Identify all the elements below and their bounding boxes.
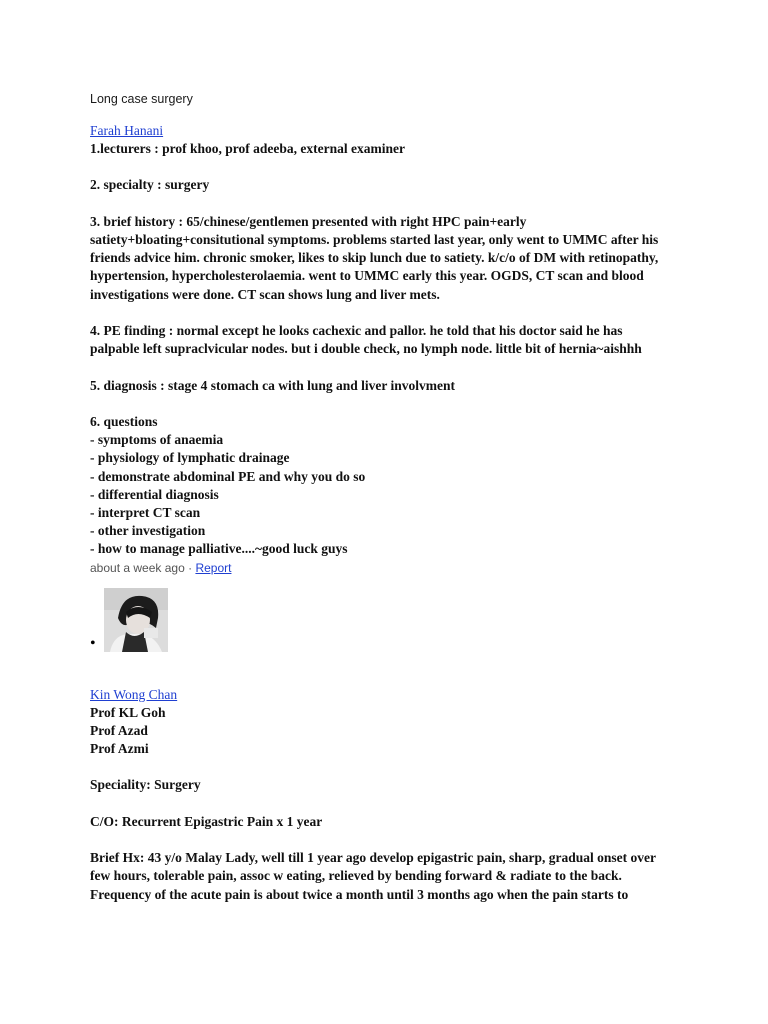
text-line: palpable left supraclvicular nodes. but i double check, no lymph node. little bit of hernia~aishhh (90, 341, 642, 357)
post-body (90, 704, 690, 904)
blank-line (90, 358, 690, 376)
text-line: friends advice him. chronic smoker, likes to skip lunch due to satiety. k/c/o of DM with retinopathy, (90, 250, 659, 266)
blank-line (90, 158, 690, 176)
text-line: satiety+bloating+consitutional symptoms. problems started last year, only went to UMMC after his (90, 231, 659, 247)
post-farah (90, 122, 690, 652)
text-line: - other investigation (90, 523, 206, 539)
text-line: Prof Azmi (90, 741, 149, 756)
blank-line (90, 758, 690, 776)
text-line: 2. specialty : surgery (90, 177, 210, 193)
text-line: 5. diagnosis : stage 4 stomach ca with lung and liver involvment (90, 377, 456, 393)
text-line: 3. brief history : 65/chinese/gentlemen presented with right HPC pain+early (90, 213, 527, 229)
text-line: - interpret CT scan (90, 504, 201, 520)
document-title: Long case surgery (90, 92, 193, 106)
meta-separator: · (188, 560, 193, 575)
document-page (90, 90, 690, 904)
author-link-kin[interactable]: Kin Wong Chan (90, 686, 178, 702)
text-line: - differential diagnosis (90, 486, 219, 502)
text-line: hypertension, hypercholesterolaemia. went to UMMC early this year. OGDS, CT scan and blood (90, 268, 644, 284)
text-line: - physiology of lymphatic drainage (90, 450, 290, 466)
text-line: Speciality: Surgery (90, 777, 201, 793)
avatar[interactable] (104, 588, 168, 652)
author-link-farah[interactable]: Farah Hanani (90, 123, 164, 138)
text-line: C/O: Recurrent Epigastric Pain x 1 year (90, 813, 323, 829)
text-line: - symptoms of anaemia (90, 432, 224, 448)
text-line: Prof KL Goh (90, 704, 166, 720)
text-line: 6. questions (90, 413, 158, 429)
blank-line (90, 795, 690, 813)
text-line: 4. PE finding : normal except he looks cachexic and pallor. he told that his doctor said he has (90, 322, 623, 338)
blank-line (90, 304, 690, 322)
avatar-photo-icon (104, 588, 168, 652)
report-link[interactable]: Report (195, 560, 232, 575)
text-line: investigations were done. CT scan shows lung and liver mets. (90, 286, 440, 302)
timestamp: about a week ago (90, 560, 185, 575)
text-line: few hours, tolerable pain, assoc w eating, relieved by bending forward & radiate to the back. (90, 868, 622, 884)
blank-line (90, 395, 690, 413)
blank-line (90, 831, 690, 849)
text-line: - demonstrate abdominal PE and why you do so (90, 468, 366, 484)
post-meta (90, 559, 690, 577)
blank-line (90, 195, 690, 213)
post-kin (90, 686, 690, 904)
list-bullet: • (90, 634, 96, 652)
text-line: Prof Azad (90, 722, 148, 738)
text-line: Frequency of the acute pain is about twice a month until 3 months ago when the pain starts to (90, 886, 629, 902)
text-line: 1.lecturers : prof khoo, prof adeeba, external examiner (90, 141, 405, 156)
text-line: Brief Hx: 43 y/o Malay Lady, well till 1 year ago develop epigastric pain, sharp, gradual onset over (90, 850, 656, 866)
post-body (90, 140, 690, 559)
text-line: - how to manage palliative....~good luck guys (90, 541, 348, 557)
avatar-row (90, 577, 690, 652)
